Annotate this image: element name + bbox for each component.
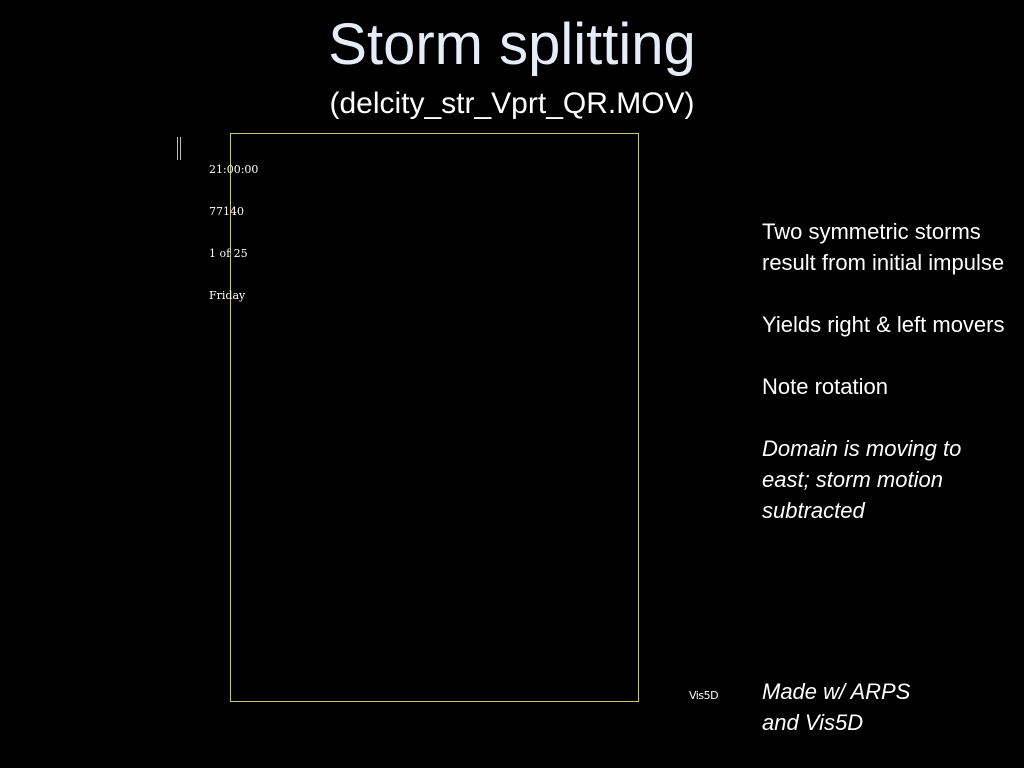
overlay-frame-counter: 1 of 25	[209, 247, 248, 260]
credit-line-1: Made w/ ARPS	[762, 679, 911, 704]
slide-title: Storm splitting	[328, 12, 696, 77]
note-domain-motion: Domain is moving to east; storm motion subtracted	[762, 436, 962, 523]
slider-handle[interactable]	[177, 137, 181, 160]
overlay-id: 77140	[209, 205, 244, 218]
note-movers: Yields right & left movers	[762, 312, 1005, 337]
overlay-time: 21:00:00	[209, 163, 259, 176]
visualization-frame[interactable]	[230, 133, 639, 702]
vis5d-watermark: Vis5D	[689, 689, 719, 702]
credit-text	[762, 676, 1012, 738]
note-storm-symmetry: Two symmetric storms result from initial impulse	[762, 219, 1005, 275]
overlay-day: Friday	[209, 289, 246, 302]
credit-line-2: and Vis5D	[762, 710, 864, 735]
notes-panel	[762, 216, 1012, 557]
slide-subtitle: (delcity_str_Vprt_QR.MOV)	[329, 87, 695, 120]
note-rotation: Note rotation	[762, 374, 888, 399]
viewer-overlay	[209, 135, 258, 317]
